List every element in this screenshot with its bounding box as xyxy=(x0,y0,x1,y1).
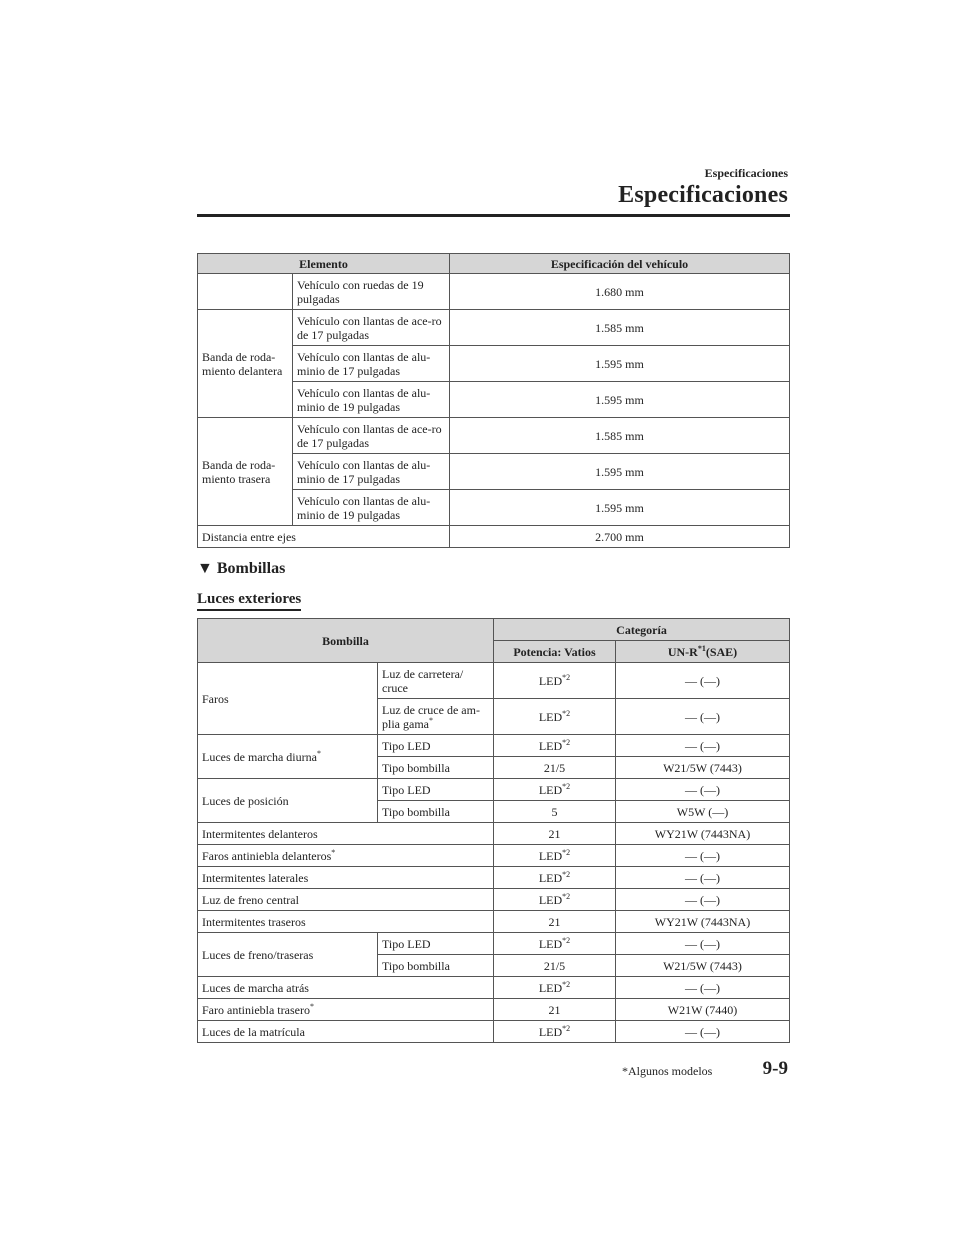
row-sub-label: Vehículo con llantas de alu-minio de 17 pulgadas xyxy=(293,454,450,490)
bulb-name: Luces de la matrícula xyxy=(198,1021,494,1043)
bulb-name: Intermitentes delanteros xyxy=(198,823,494,845)
bulb-type: Tipo LED xyxy=(378,933,494,955)
bulb-name-text: Luces de marcha diurna xyxy=(202,749,317,764)
unr-cell: — (—) xyxy=(616,933,790,955)
bulb-type: Tipo bombilla xyxy=(378,801,494,823)
bulb-type: Tipo LED xyxy=(378,735,494,757)
row-value: 1.585 mm xyxy=(450,310,790,346)
power-cell: 21/5 xyxy=(494,955,616,977)
led-text: LED xyxy=(538,1024,563,1039)
table-header-row xyxy=(198,254,790,274)
unr-cell: — (—) xyxy=(616,845,790,867)
bulb-name: Faros xyxy=(198,663,378,735)
power-cell xyxy=(494,779,616,801)
row-value: 1.585 mm xyxy=(450,418,790,454)
footnote-marker: *2 xyxy=(562,708,571,718)
table-row xyxy=(198,735,790,757)
led-text: LED xyxy=(538,782,563,797)
bulbs-table xyxy=(197,618,790,1043)
section-heading: ▼ Bombillas xyxy=(197,560,286,577)
unr-cell: — (—) xyxy=(616,735,790,757)
footnote-marker: *2 xyxy=(562,935,571,945)
header-bombilla: Bombilla xyxy=(198,619,494,663)
unr-cell: W21W (7440) xyxy=(616,999,790,1021)
power-cell: 21 xyxy=(494,999,616,1021)
table-row xyxy=(198,418,790,454)
row-value: 1.595 mm xyxy=(450,346,790,382)
power-cell: 21/5 xyxy=(494,757,616,779)
bulb-type: Tipo bombilla xyxy=(378,955,494,977)
led-text: LED xyxy=(538,848,563,863)
page-title: Especificaciones xyxy=(618,182,788,208)
footnote-marker: *2 xyxy=(562,1023,571,1033)
bulb-name xyxy=(198,735,378,779)
table-row xyxy=(198,1021,790,1043)
led-text: LED xyxy=(538,709,563,724)
footnote-marker: *2 xyxy=(562,781,571,791)
footnote-marker: *2 xyxy=(562,672,571,682)
header-elemento: Elemento xyxy=(198,254,450,274)
power-cell xyxy=(494,845,616,867)
table-row xyxy=(198,526,790,548)
unr-cell: — (—) xyxy=(616,779,790,801)
header-categoria: Categoría xyxy=(494,619,790,641)
table-row xyxy=(198,911,790,933)
unr-cell: — (—) xyxy=(616,1021,790,1043)
led-text: LED xyxy=(538,870,563,885)
table-header-row xyxy=(198,619,790,641)
row-sub-label: Vehículo con llantas de alu-minio de 17 pulgadas xyxy=(293,346,450,382)
footnote-marker: *2 xyxy=(562,737,571,747)
optional-marker: * xyxy=(428,715,433,725)
power-cell xyxy=(494,867,616,889)
table-row xyxy=(198,845,790,867)
unr-cell: — (—) xyxy=(616,889,790,911)
bulb-name: Intermitentes traseros xyxy=(198,911,494,933)
table-row xyxy=(198,933,790,955)
led-text: LED xyxy=(538,892,563,907)
power-cell xyxy=(494,889,616,911)
table-row xyxy=(198,310,790,346)
bulb-type: Luz de carretera/ cruce xyxy=(378,663,494,699)
unr-cell: W21/5W (7443) xyxy=(616,955,790,977)
bulb-name: Luces de marcha atrás xyxy=(198,977,494,999)
led-text: LED xyxy=(538,673,563,688)
power-cell xyxy=(494,933,616,955)
row-sub-label: Vehículo con llantas de alu-minio de 19 pulgadas xyxy=(293,490,450,526)
unr-cell: W5W (—) xyxy=(616,801,790,823)
table-row xyxy=(198,663,790,699)
optional-marker: * xyxy=(309,1001,314,1011)
bulb-type-text: Luz de cruce de am-plia gama xyxy=(382,702,480,731)
bulb-name: Luces de posición xyxy=(198,779,378,823)
empty-cell xyxy=(198,274,293,310)
bulb-type xyxy=(378,699,494,735)
power-cell: 5 xyxy=(494,801,616,823)
wheelbase-label: Distancia entre ejes xyxy=(198,526,450,548)
row-sub-label: Vehículo con llantas de ace-ro de 17 pulgadas xyxy=(293,310,450,346)
bulb-type: Tipo bombilla xyxy=(378,757,494,779)
row-value: 1.680 mm xyxy=(450,274,790,310)
power-cell xyxy=(494,735,616,757)
wheelbase-value: 2.700 mm xyxy=(450,526,790,548)
header-especificacion: Especificación del vehículo xyxy=(450,254,790,274)
bulb-name: Intermitentes laterales xyxy=(198,867,494,889)
bulb-name: Luz de freno central xyxy=(198,889,494,911)
unr-cell: — (—) xyxy=(616,977,790,999)
unr-suffix: (SAE) xyxy=(705,644,738,659)
row-sub-label: Vehículo con ruedas de 19 pulgadas xyxy=(293,274,450,310)
table-row xyxy=(198,823,790,845)
unr-cell: WY21W (7443NA) xyxy=(616,823,790,845)
unr-cell: WY21W (7443NA) xyxy=(616,911,790,933)
power-cell xyxy=(494,977,616,999)
row-value: 1.595 mm xyxy=(450,490,790,526)
unr-cell: — (—) xyxy=(616,663,790,699)
table-row xyxy=(198,977,790,999)
dimensions-table xyxy=(197,253,790,548)
group-label-front: Banda de roda-miento delantera xyxy=(198,310,293,418)
subheading: Luces exteriores xyxy=(197,591,301,611)
footnote-marker: *1 xyxy=(697,643,706,653)
power-cell xyxy=(494,1021,616,1043)
footnote-marker: *2 xyxy=(562,891,571,901)
row-value: 1.595 mm xyxy=(450,454,790,490)
row-sub-label: Vehículo con llantas de ace-ro de 17 pulgadas xyxy=(293,418,450,454)
power-cell xyxy=(494,663,616,699)
optional-marker: * xyxy=(316,748,321,758)
power-cell: 21 xyxy=(494,823,616,845)
table-row xyxy=(198,999,790,1021)
group-label-rear: Banda de roda-miento trasera xyxy=(198,418,293,526)
row-value: 1.595 mm xyxy=(450,382,790,418)
row-sub-label: Vehículo con llantas de alu-minio de 19 pulgadas xyxy=(293,382,450,418)
bulb-name xyxy=(198,845,494,867)
bulb-name-text: Faros antiniebla delanteros xyxy=(202,848,332,863)
footer-note: *Algunos modelos xyxy=(622,1064,713,1078)
footnote-marker: *2 xyxy=(562,847,571,857)
led-text: LED xyxy=(538,936,563,951)
led-text: LED xyxy=(538,980,563,995)
bulb-type: Tipo LED xyxy=(378,779,494,801)
bulb-name: Luces de freno/traseras xyxy=(198,933,378,977)
table-row xyxy=(198,867,790,889)
unr-text: UN-R xyxy=(667,644,698,659)
bulb-name-text: Faro antiniebla trasero xyxy=(202,1002,310,1017)
bulb-name xyxy=(198,999,494,1021)
power-cell: 21 xyxy=(494,911,616,933)
table-row xyxy=(198,889,790,911)
page-number: 9-9 xyxy=(762,1058,788,1079)
unr-cell: W21/5W (7443) xyxy=(616,757,790,779)
unr-cell: — (—) xyxy=(616,699,790,735)
led-text: LED xyxy=(538,738,563,753)
power-cell xyxy=(494,699,616,735)
table-row xyxy=(198,779,790,801)
header-rule xyxy=(197,214,790,217)
unr-cell: — (—) xyxy=(616,867,790,889)
optional-marker: * xyxy=(331,847,336,857)
header-potencia: Potencia: Vatios xyxy=(494,641,616,663)
running-header: Especificaciones xyxy=(704,166,788,180)
table-row xyxy=(198,274,790,310)
header-unr xyxy=(616,641,790,663)
footnote-marker: *2 xyxy=(562,979,571,989)
footnote-marker: *2 xyxy=(562,869,571,879)
